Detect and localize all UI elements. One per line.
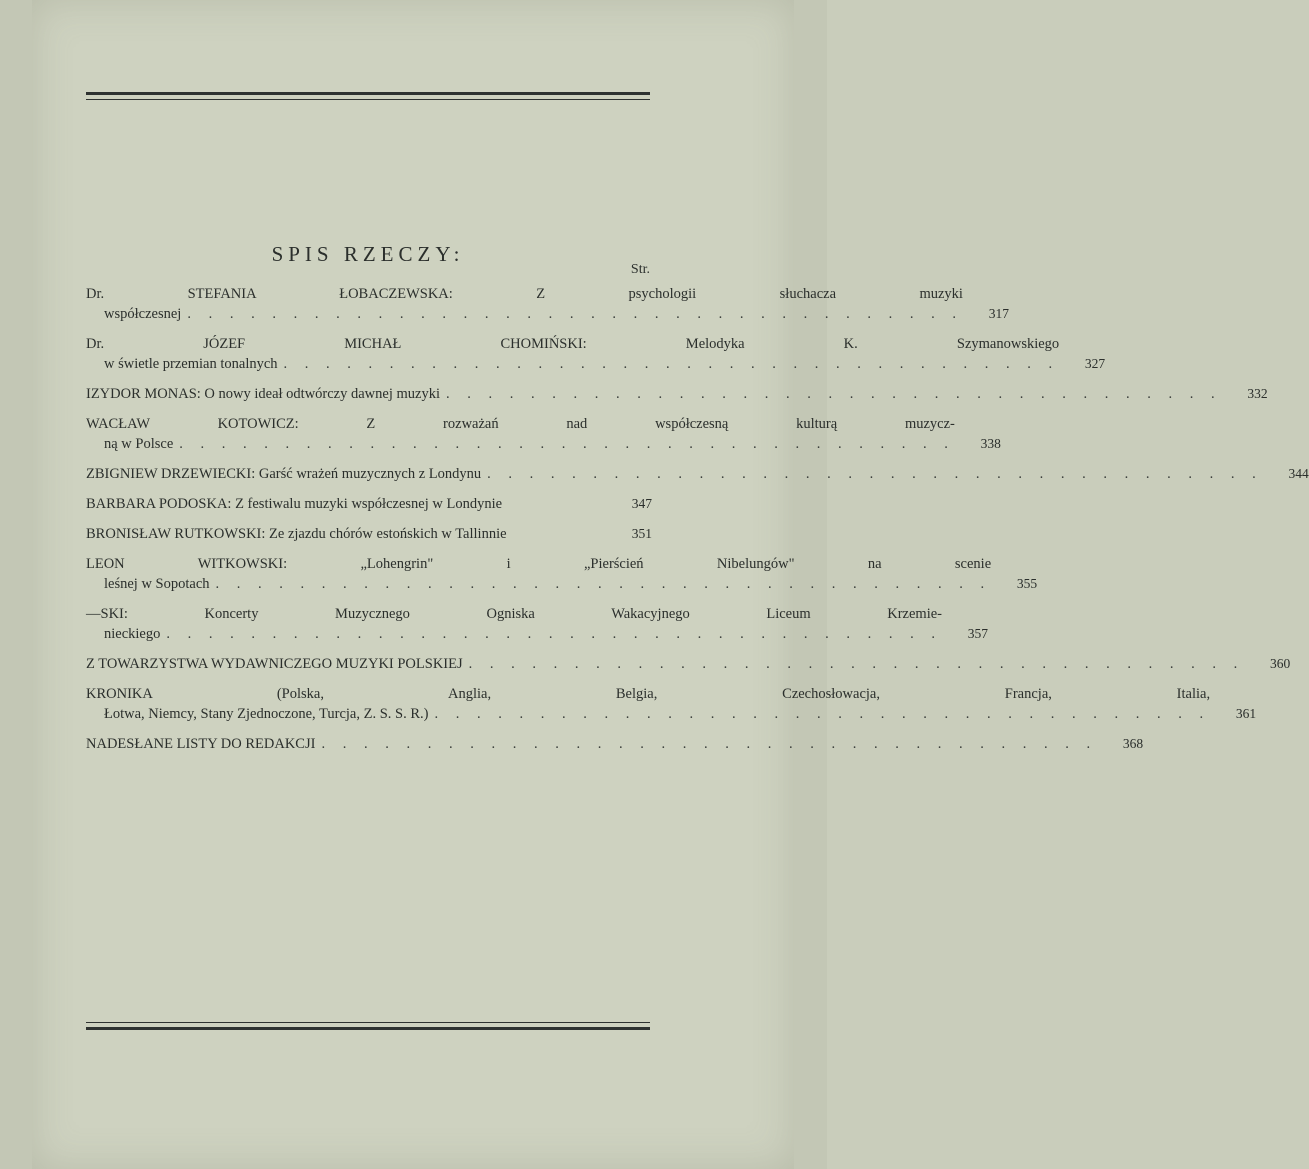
entry-title: LEON WITKOWSKI: „Lohengrin" i „Pierścień Nibelungów" na scenie <box>86 556 992 572</box>
toc-entry <box>86 734 1144 754</box>
entry-page-number: 347 <box>631 496 652 511</box>
dot-leader <box>173 434 955 454</box>
entry-page-number: 344 <box>1288 466 1309 481</box>
toc-entry <box>86 414 1001 454</box>
entry-title: Dr. JÓZEF MICHAŁ CHOMIŃSKI: Melodyka K. Szymanowskiego <box>86 336 1060 352</box>
entry-page-number: 351 <box>631 526 652 541</box>
entry-title: KRONIKA (Polska, Anglia, Belgia, Czechosłowacja, Francja, Italia, <box>86 686 1211 702</box>
dot-leader <box>481 464 1263 484</box>
entry-title: ZBIGNIEW DRZEWIECKI: Garść wrażeń muzycznych z Londynu <box>86 466 482 482</box>
entry-title: Dr. STEFANIA ŁOBACZEWSKA: Z psychologii słuchacza muzyki <box>86 286 963 302</box>
entry-title: Z TOWARZYSTWA WYDAWNICZEGO MUZYKI POLSKIEJ <box>86 656 463 672</box>
dot-leader <box>440 384 1222 404</box>
entry-continuation: w świetle przemian tonalnych <box>104 356 278 372</box>
dot-leader <box>278 354 1060 374</box>
dot-leader <box>463 654 1245 674</box>
entry-title: —SKI: Koncerty Muzycznego Ogniska Wakacyjnego Liceum Krzemie- <box>86 606 942 622</box>
toc-entry <box>86 654 1291 674</box>
entry-page-number: 368 <box>1122 736 1144 751</box>
toc-entry <box>86 284 1009 324</box>
top-double-rule <box>86 92 650 100</box>
entry-page-number: 355 <box>1016 576 1038 591</box>
entry-continuation: leśnej w Sopotach <box>104 576 210 592</box>
toc-entry <box>86 494 652 514</box>
entry-title: NADESŁANE LISTY DO REDAKCJI <box>86 736 316 752</box>
dot-leader <box>160 624 942 644</box>
page-column-label: Str. <box>630 262 650 277</box>
toc-entry <box>86 524 652 544</box>
toc-entry <box>86 384 1268 404</box>
toc-entry <box>86 604 988 644</box>
entry-page-number: 357 <box>967 626 988 641</box>
entry-page-number: 327 <box>1084 356 1106 371</box>
entry-page-number: 317 <box>988 306 1009 321</box>
dot-leader <box>428 704 1210 724</box>
toc-entry <box>86 554 1038 594</box>
entry-continuation: nieckiego <box>104 626 161 642</box>
entry-title: BRONISŁAW RUTKOWSKI: Ze zjazdu chórów estońskich w Tallinnie <box>86 526 507 542</box>
toc-entry <box>86 464 1309 484</box>
bottom-double-rule <box>86 1022 650 1030</box>
toc-entry <box>86 334 1106 374</box>
dot-leader <box>181 304 963 324</box>
entry-page-number: 338 <box>980 436 1001 451</box>
entry-page-number: 361 <box>1235 706 1257 721</box>
entry-continuation: współczesnej <box>104 306 182 322</box>
dot-leader <box>315 734 1097 754</box>
entry-continuation: ną w Polsce <box>104 436 174 452</box>
entry-title: BARBARA PODOSKA: Z festiwalu muzyki współczesnej w Londynie <box>86 496 503 512</box>
toc-entry <box>86 684 1257 724</box>
dot-leader <box>210 574 992 594</box>
entry-page-number: 332 <box>1247 386 1268 401</box>
entry-page-number: 360 <box>1270 656 1291 671</box>
entry-continuation: Łotwa, Niemcy, Stany Zjednoczone, Turcja, Z. S. S. R.) <box>104 706 429 722</box>
table-of-contents <box>86 284 1309 764</box>
toc-title: SPIS RZECZY: <box>271 242 465 266</box>
entry-title: WACŁAW KOTOWICZ: Z rozważań nad współczesną kulturą muzycz- <box>86 416 955 432</box>
entry-title: IZYDOR MONAS: O nowy ideał odtwórczy dawnej muzyki <box>86 386 440 402</box>
